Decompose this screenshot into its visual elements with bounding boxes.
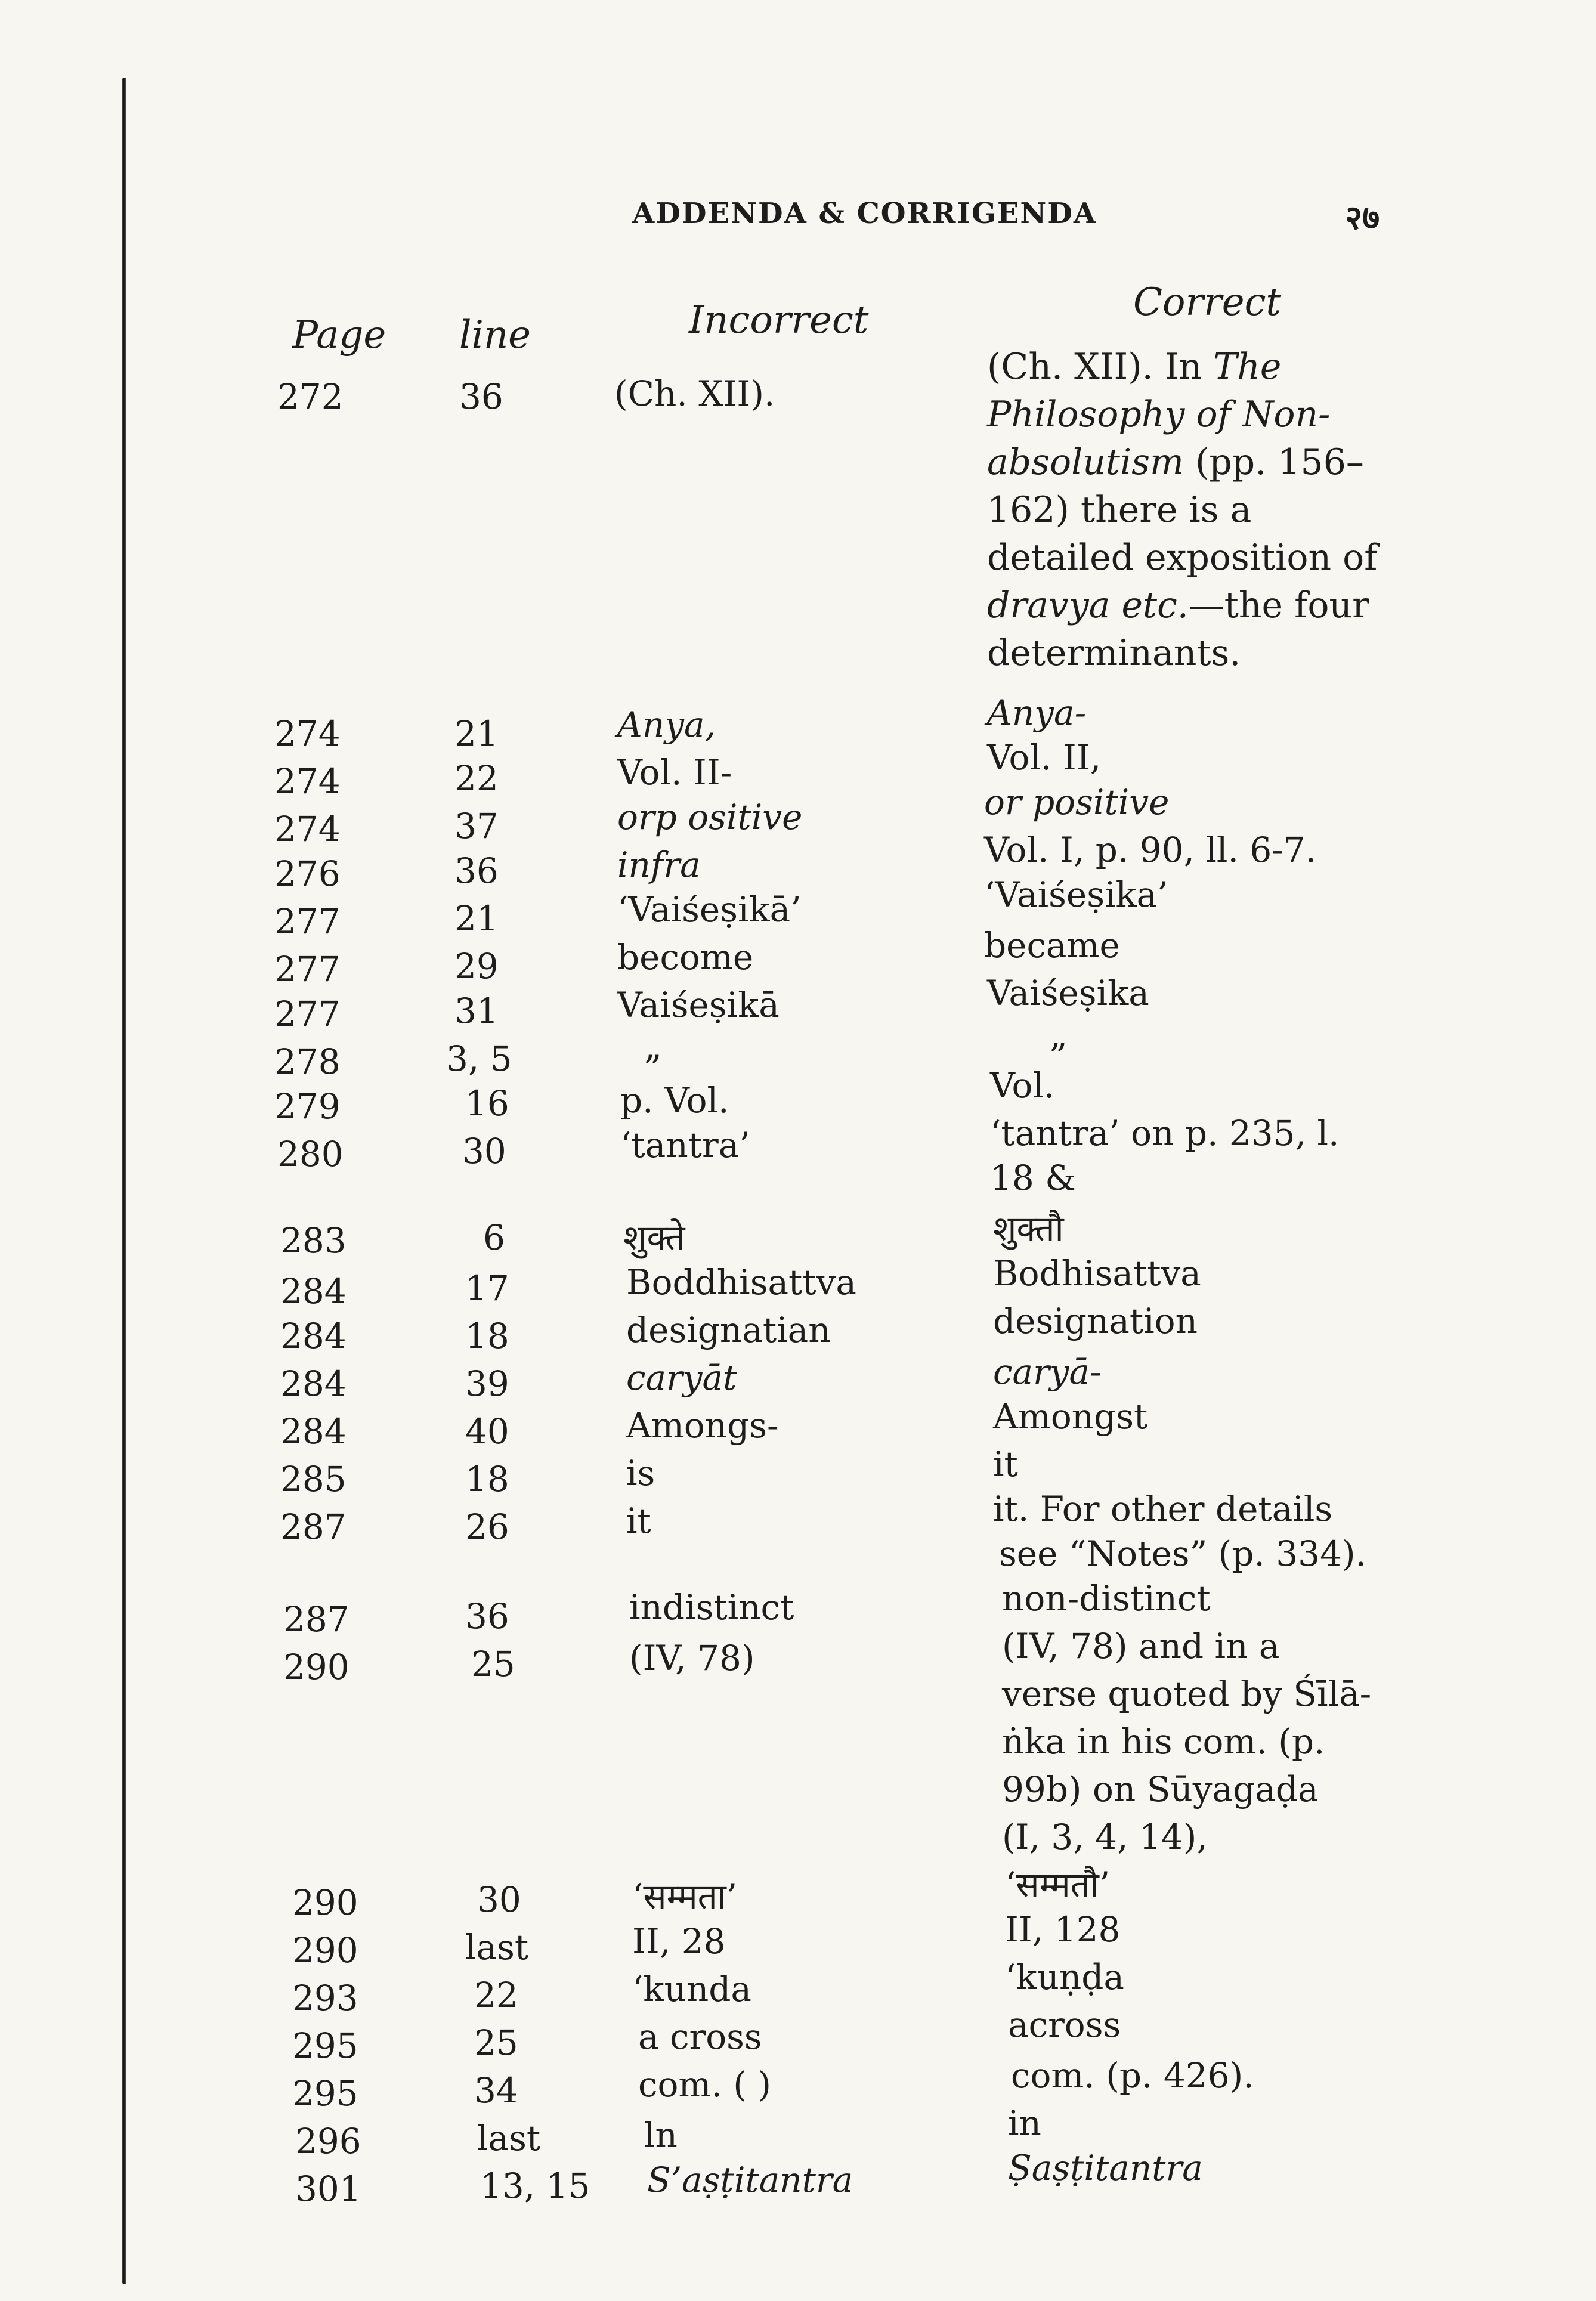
row-line: 39 <box>465 1363 509 1404</box>
row-page: 274 <box>274 809 341 849</box>
row-page: 295 <box>292 2025 358 2066</box>
entry-272-correct <box>987 343 1387 677</box>
row-correct: it <box>993 1444 1018 1484</box>
row-page: 301 <box>295 2169 361 2209</box>
row-incorrect: become <box>617 937 754 978</box>
row-incorrect: Amongs- <box>626 1405 779 1446</box>
row-incorrect: ‘सम्मता’ <box>632 1876 738 1917</box>
entry-272-page: 272 <box>277 376 344 417</box>
row-correct: Bodhisattva <box>993 1253 1201 1294</box>
row-line: 13, 15 <box>480 2166 590 2206</box>
row-correct: caryā- <box>993 1351 1102 1392</box>
column-header-line: line <box>459 313 531 357</box>
row-incorrect: ‘Vaiśeṣikā’ <box>617 889 802 930</box>
row-page: 280 <box>277 1134 344 1174</box>
row-line: 6 <box>483 1217 505 1258</box>
row-incorrect: „ <box>644 1026 663 1067</box>
row-page: 284 <box>280 1411 347 1452</box>
page-number: २७ <box>1345 198 1380 237</box>
row-page: 284 <box>280 1363 347 1404</box>
row-page: 277 <box>274 901 341 942</box>
row-line: 29 <box>454 946 499 986</box>
row-correct: Anya- <box>987 692 1087 733</box>
row-correct: it. For other details <box>993 1489 1333 1529</box>
row-page: 284 <box>280 1271 347 1312</box>
row-line: 17 <box>465 1268 509 1309</box>
row-correct: designation <box>993 1301 1198 1341</box>
page-header-title: ADDENDA & CORRIGENDA <box>632 197 1097 230</box>
row-correct: across <box>1008 2005 1121 2045</box>
entry-272-correct-mid: (pp. 156–162) there is a detailed exposition of <box>987 441 1378 579</box>
row-incorrect: a cross <box>638 2017 762 2057</box>
row-incorrect: Boddhisattva <box>626 1262 857 1303</box>
row-correct: (IV, 78) and in a <box>1002 1626 1280 1666</box>
row-line: 40 <box>465 1411 509 1452</box>
row-line: 22 <box>474 1975 518 2015</box>
entry-272-correct-post: —the four determinants. <box>987 584 1369 674</box>
row-line: 3, 5 <box>446 1038 512 1079</box>
column-header-correct: Correct <box>1133 280 1282 324</box>
row-page: 284 <box>280 1316 347 1356</box>
row-incorrect: (IV, 78) <box>629 1638 755 1678</box>
row-page: 278 <box>274 1041 341 1082</box>
row-correct: II, 128 <box>1005 1909 1121 1950</box>
column-header-page: Page <box>292 313 386 357</box>
row-correct: „ <box>1050 1015 1068 1055</box>
row-line: 31 <box>454 991 499 1031</box>
row-line: 30 <box>462 1131 506 1171</box>
row-page: 274 <box>274 761 341 802</box>
row-incorrect: ln <box>644 2115 678 2155</box>
row-page: 290 <box>283 1647 349 1687</box>
row-line: 25 <box>474 2022 518 2063</box>
row-correct-continued: 99b) on Sūyagaḍa <box>1002 1769 1319 1810</box>
row-incorrect: indistinct <box>629 1587 794 1628</box>
row-incorrect: Anya, <box>617 704 716 745</box>
row-line: 25 <box>471 1644 515 1684</box>
row-correct: com. (p. 426). <box>1011 2055 1254 2096</box>
row-correct-continued: verse quoted by Śīlā- <box>1002 1674 1372 1714</box>
row-incorrect: infra <box>617 845 701 885</box>
entry-272-correct-italic-title: The Philosophy of Non-absolutism <box>987 346 1331 483</box>
row-page: 279 <box>274 1086 341 1127</box>
row-line: 21 <box>454 898 499 939</box>
row-correct: in <box>1008 2103 1041 2144</box>
row-line: last <box>477 2118 541 2158</box>
row-correct: ‘tantra’ on p. 235, l. <box>990 1113 1340 1153</box>
row-incorrect: S’aṣṭitantra <box>647 2160 853 2200</box>
row-page: 295 <box>292 2073 358 2114</box>
row-correct: ‘Vaiśeṣika’ <box>984 874 1168 915</box>
entry-272-line: 36 <box>459 376 503 417</box>
row-incorrect: II, 28 <box>632 1921 726 1962</box>
row-correct: non-distinct <box>1002 1578 1211 1619</box>
row-page: 285 <box>280 1459 347 1499</box>
row-incorrect: p. Vol. <box>620 1080 729 1121</box>
row-incorrect: caryāt <box>626 1357 737 1398</box>
row-correct: or positive <box>984 782 1170 822</box>
row-line: 18 <box>465 1316 509 1356</box>
row-line: 30 <box>477 1879 521 1920</box>
row-correct-continued: see “Notes” (p. 334). <box>999 1533 1367 1574</box>
row-incorrect: शुक्ते <box>623 1217 685 1258</box>
row-correct: Ṣaṣṭitantra <box>1008 2148 1203 2188</box>
row-correct-continued: (I, 3, 4, 14), <box>1002 1817 1208 1857</box>
row-correct-continued: ṅka in his com. (p. <box>1002 1721 1325 1762</box>
row-page: 287 <box>280 1507 347 1547</box>
row-page: 290 <box>292 1930 358 1971</box>
row-line: 36 <box>465 1596 509 1637</box>
row-page: 283 <box>280 1220 347 1261</box>
row-incorrect: orp ositive <box>617 797 803 837</box>
row-line: last <box>465 1927 529 1968</box>
row-page: 293 <box>292 1978 358 2018</box>
row-page: 276 <box>274 853 341 894</box>
column-header-incorrect: Incorrect <box>689 298 869 342</box>
row-incorrect: com. ( ) <box>638 2064 771 2105</box>
row-line: 37 <box>454 806 499 846</box>
row-line: 16 <box>465 1083 509 1124</box>
row-incorrect: ‘tantra’ <box>620 1125 750 1165</box>
row-line: 21 <box>454 713 499 754</box>
row-line: 18 <box>465 1459 509 1499</box>
row-correct: ‘kuṇḍa <box>1005 1957 1124 1997</box>
row-line: 36 <box>454 850 499 891</box>
row-correct: ‘सम्मतौ’ <box>1005 1864 1111 1905</box>
row-incorrect: is <box>626 1453 655 1493</box>
row-page: 274 <box>274 713 341 754</box>
row-page: 277 <box>274 949 341 989</box>
row-correct: Vol. <box>990 1065 1055 1106</box>
row-incorrect: designatian <box>626 1310 831 1350</box>
row-page: 290 <box>292 1882 358 1923</box>
row-incorrect: Vaiśeṣikā <box>617 985 780 1025</box>
row-correct: Amongst <box>993 1396 1148 1437</box>
row-correct: became <box>984 925 1120 966</box>
row-page: 287 <box>283 1599 349 1640</box>
entry-272-correct-italic-dravya: dravya etc. <box>987 584 1189 626</box>
page-binding-edge <box>122 78 126 2284</box>
row-correct: Vol. II, <box>987 737 1102 778</box>
row-incorrect: it <box>626 1501 651 1541</box>
row-line: 22 <box>454 758 499 799</box>
row-page: 277 <box>274 994 341 1034</box>
entry-272-incorrect: (Ch. XII). <box>614 373 775 414</box>
row-correct-continued: 18 & <box>990 1158 1076 1198</box>
row-page: 296 <box>295 2121 361 2161</box>
row-correct: शुक्तौ <box>993 1208 1064 1249</box>
row-incorrect: Vol. II- <box>617 752 732 793</box>
row-line: 34 <box>474 2070 518 2111</box>
entry-272-correct-pre: (Ch. XII). In <box>987 346 1214 388</box>
row-correct: Vaiśeṣika <box>987 973 1149 1013</box>
row-incorrect: ‘kunda <box>632 1969 751 2009</box>
row-line: 26 <box>465 1507 509 1547</box>
row-correct: Vol. I, p. 90, ll. 6-7. <box>984 830 1317 870</box>
